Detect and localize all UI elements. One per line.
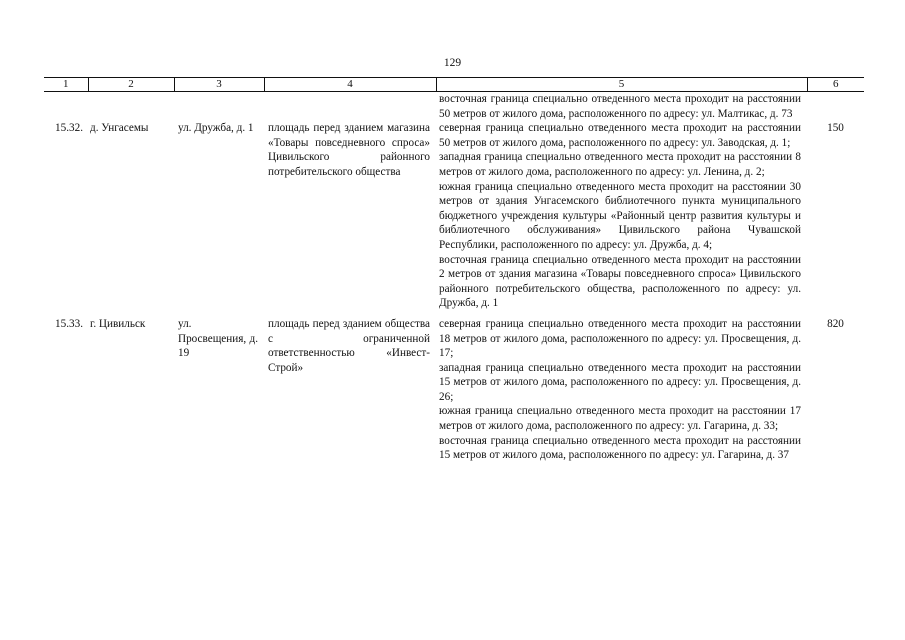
boundary-text: восточная граница специально отведенного места проходит на расстоянии 15 метров от жилого дома, расположенного по адресу: ул. Гагарина, д. 37 bbox=[439, 434, 801, 462]
column-header: 5 bbox=[436, 78, 807, 92]
column-header: 2 bbox=[88, 78, 174, 92]
continuation-row bbox=[44, 92, 864, 122]
address: ул. Дружба, д. 1 bbox=[178, 122, 254, 135]
boundary-text: западная граница специально отведенного места проходит на расстоянии 15 метров от жилого дома, расположенного по адресу: ул. Просвещения, д. 26; bbox=[439, 361, 801, 403]
column-number-header-row bbox=[44, 78, 864, 92]
item-number: 15.32. bbox=[55, 122, 83, 135]
table-row bbox=[44, 317, 864, 463]
boundary-text: восточная граница специально отведенного места проходит на расстоянии 50 метров от жилого дома, расположенного по адресу: ул. Малтикас, д. 73 bbox=[439, 93, 801, 120]
item-number: 15.33. bbox=[55, 317, 83, 330]
boundary-text: западная граница специально отведенного места проходит на расстоянии 8 метров от жилого дома, расположенного по адресу: ул. Ленина, д. 2; bbox=[439, 151, 801, 178]
places-table bbox=[44, 77, 864, 463]
boundary-text: южная граница специально отведенного места проходит на расстоянии 30 метров от здания Унгасемского библиотечного пункта муниципального бюджетного учреждения культуры «Районный центр развития культуры и библиотечного обслуживания» Цивильского района Чувашской Республики, расположенного по адресу: ул. Дружба, д. 4; bbox=[439, 180, 801, 251]
area-value: 150 bbox=[827, 122, 844, 135]
table-row bbox=[44, 121, 864, 311]
address: ул. Просвещения, д. 19 bbox=[178, 317, 258, 360]
settlement-name: г. Цивильск bbox=[90, 317, 146, 330]
place-description: площадь перед зданием магазина «Товары повседневного спроса» Цивильского районного потребительского общества bbox=[268, 122, 430, 178]
column-header: 3 bbox=[174, 78, 264, 92]
boundary-text: южная граница специально отведенного места проходит на расстоянии 17 метров от жилого дома, расположенного по адресу: ул. Гагарина, д. 33; bbox=[439, 405, 801, 433]
place-description: площадь перед зданием общества с ограниченной ответственностью «Инвест-Строй» bbox=[268, 317, 430, 374]
boundaries-cell bbox=[436, 317, 807, 463]
column-header: 4 bbox=[264, 78, 436, 92]
area-value: 820 bbox=[827, 317, 844, 330]
boundaries-cell bbox=[436, 121, 807, 311]
settlement-name: д. Унгасемы bbox=[90, 122, 149, 135]
boundary-text: северная граница специально отведенного места проходит на расстоянии 18 метров от жилого дома, расположенного по адресу: ул. Просвещения, д. 17; bbox=[439, 317, 801, 360]
boundary-text: восточная граница специально отведенного места проходит на расстоянии 2 метров от здания магазина «Товары повседневного спроса» Цивильского районного потребительского общества, расположенного по адресу: ул. Дружба, д. 1 bbox=[439, 253, 801, 310]
column-header: 1 bbox=[44, 78, 88, 92]
page-number: 129 bbox=[443, 57, 462, 69]
column-header: 6 bbox=[807, 78, 864, 92]
boundary-text: северная граница специально отведенного места проходит на расстоянии 50 метров от жилого дома, расположенного по адресу: ул. Заводская, д. 1; bbox=[439, 122, 801, 149]
